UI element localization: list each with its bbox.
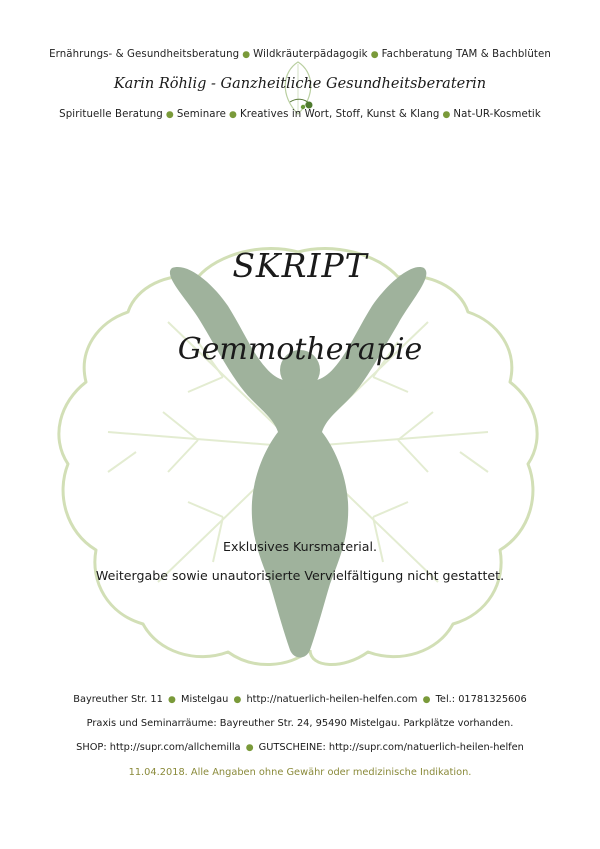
bullet-icon: ●: [422, 695, 431, 705]
footer-website-link[interactable]: http://natuerlich-heilen-helfen.com: [246, 694, 418, 705]
bullet-icon: ●: [242, 50, 251, 60]
bullet-icon: ●: [229, 110, 237, 120]
service-item: Fachberatung TAM & Bachblüten: [381, 49, 551, 60]
cover-title: SKRIPT: [232, 246, 368, 285]
bullet-icon: ●: [233, 695, 242, 705]
bullet-icon: ●: [165, 110, 174, 120]
service-item: Seminare: [176, 109, 227, 120]
footer-address: Bayreuther Str. 11: [73, 694, 163, 705]
footer-town: Mistelgau: [181, 694, 229, 705]
service-item: Spirituelle Beratung: [59, 109, 163, 120]
service-item: Nat-UR-Kosmetik: [453, 109, 541, 120]
cover-artwork: [48, 232, 548, 672]
cover-subtitle: Gemmotherapie: [177, 332, 423, 367]
bullet-icon: ●: [442, 110, 451, 120]
footer-disclaimer: 11.04.2018. Alle Angaben ohne Gewähr oder medizinische Indikation.: [128, 767, 472, 778]
bullet-icon: ●: [370, 50, 379, 60]
footer-rooms: Praxis und Seminarräume: Bayreuther Str. 24, 95490 Mistelgau. Parkplätze vorhanden.: [86, 718, 514, 729]
goddess-figure-icon: [170, 267, 426, 658]
service-item: Wildkräuterpädagogik: [253, 49, 368, 60]
footer-shop-link[interactable]: SHOP: http://supr.com/allchemilla: [76, 742, 241, 753]
footer-voucher-link[interactable]: GUTSCHEINE: http://supr.com/natuerlich-heilen-helfen: [258, 742, 524, 753]
service-item: Ernährungs- & Gesundheitsberatung: [49, 49, 240, 60]
brand-name: Karin Röhlig - Ganzheitliche Gesundheitsberaterin: [113, 76, 487, 92]
footer-phone: Tel.: 01781325606: [435, 694, 527, 705]
service-item: Kreatives in Wort, Stoff, Kunst & Klang: [240, 109, 440, 120]
bullet-icon: ●: [245, 743, 254, 753]
footer-shop: [0, 742, 600, 753]
footer-contact: [0, 694, 600, 705]
notice-exclusive: Exklusives Kursmaterial.: [223, 539, 377, 554]
bullet-icon: ●: [168, 695, 176, 705]
services-line-bottom: [0, 109, 600, 120]
notice-copyright: Weitergabe sowie unautorisierte Vervielfältigung nicht gestattet.: [95, 568, 505, 583]
